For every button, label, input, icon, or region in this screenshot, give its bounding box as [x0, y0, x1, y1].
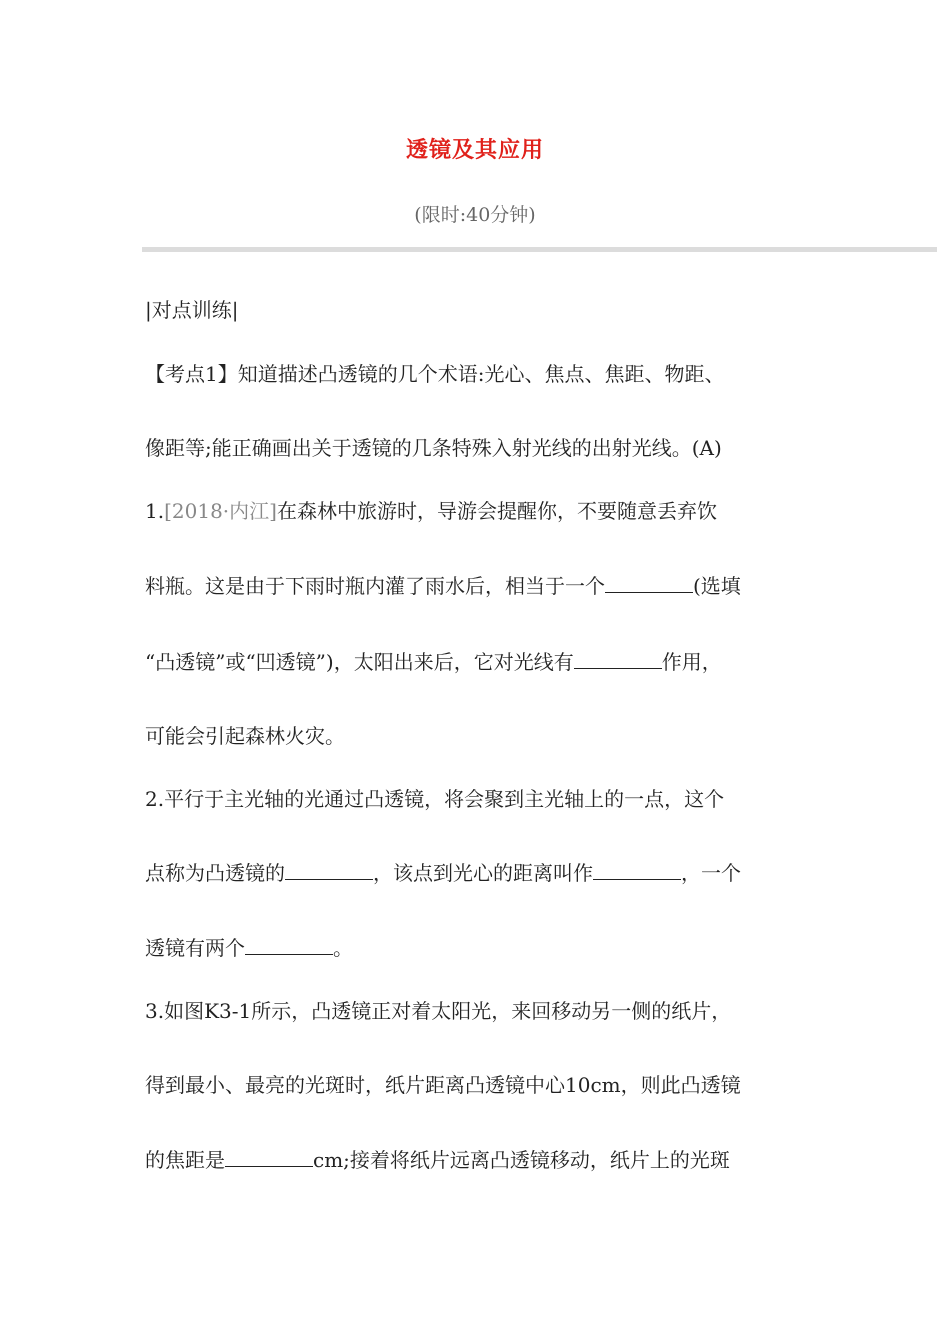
q3-line-2: 得到最小、最亮的光斑时，纸片距离凸透镜中心10cm，则此凸透镜 [145, 1073, 741, 1097]
answer-blank[interactable] [225, 1146, 313, 1167]
q3-line-3 [145, 1146, 730, 1174]
q1-number: 1. [145, 499, 165, 523]
q3-line-1: 3.如图K3-1所示，凸透镜正对着太阳光，来回移动另一侧的纸片， [145, 999, 732, 1023]
q1-line-3 [145, 648, 722, 676]
q2-text-2c: ，一个 [681, 861, 741, 885]
q2-line-3 [145, 934, 353, 962]
q3-text-3b: cm;接着将纸片远离凸透镜移动，纸片上的光斑 [313, 1148, 730, 1172]
q2-text-2a: 点称为凸透镜的 [145, 861, 285, 885]
q2-line-1: 2.平行于主光轴的光通过凸透镜，将会聚到主光轴上的一点，这个 [145, 787, 725, 811]
q1-line-2 [145, 572, 741, 600]
q1-text-3b: 作用， [661, 650, 722, 674]
q2-text-2b: ，该点到光心的距离叫作 [373, 861, 593, 885]
answer-blank[interactable] [605, 572, 693, 593]
q2-line-2 [145, 859, 741, 887]
kaodian-line-1 [145, 360, 724, 388]
q1-line-1 [145, 497, 717, 525]
divider [142, 247, 937, 252]
page-title: 透镜及其应用 [405, 137, 544, 163]
time-limit: (限时:40分钟) [414, 204, 536, 226]
kaodian-text-1: 知道描述凸透镜的几个术语:光心、焦点、焦距、物距、 [237, 362, 725, 386]
answer-blank[interactable] [593, 859, 681, 880]
q3-text-3a: 的焦距是 [145, 1148, 225, 1172]
answer-blank[interactable] [574, 648, 662, 669]
answer-blank[interactable] [285, 859, 373, 880]
answer-blank[interactable] [245, 934, 333, 955]
q1-source: [2018·内江] [164, 499, 277, 523]
q2-text-3a: 透镜有两个 [145, 936, 245, 960]
section-heading: |对点训练| [145, 298, 239, 322]
q1-text-3: “凸透镜”或“凹透镜”)，太阳出来后，它对光线有 [145, 650, 574, 674]
q2-text-3b: 。 [333, 936, 353, 960]
q1-text-2b: (选填 [693, 574, 741, 598]
kaodian-line-2: 像距等;能正确画出关于透镜的几条特殊入射光线的出射光线。(A) [145, 436, 722, 460]
kaodian-label: 【考点1】 [145, 362, 238, 386]
q1-text-2: 料瓶。这是由于下雨时瓶内灌了雨水后，相当于一个 [145, 574, 605, 598]
q1-line-4: 可能会引起森林火灾。 [145, 724, 345, 748]
q1-text-1: 在森林中旅游时，导游会提醒你，不要随意丢弃饮 [276, 499, 717, 523]
